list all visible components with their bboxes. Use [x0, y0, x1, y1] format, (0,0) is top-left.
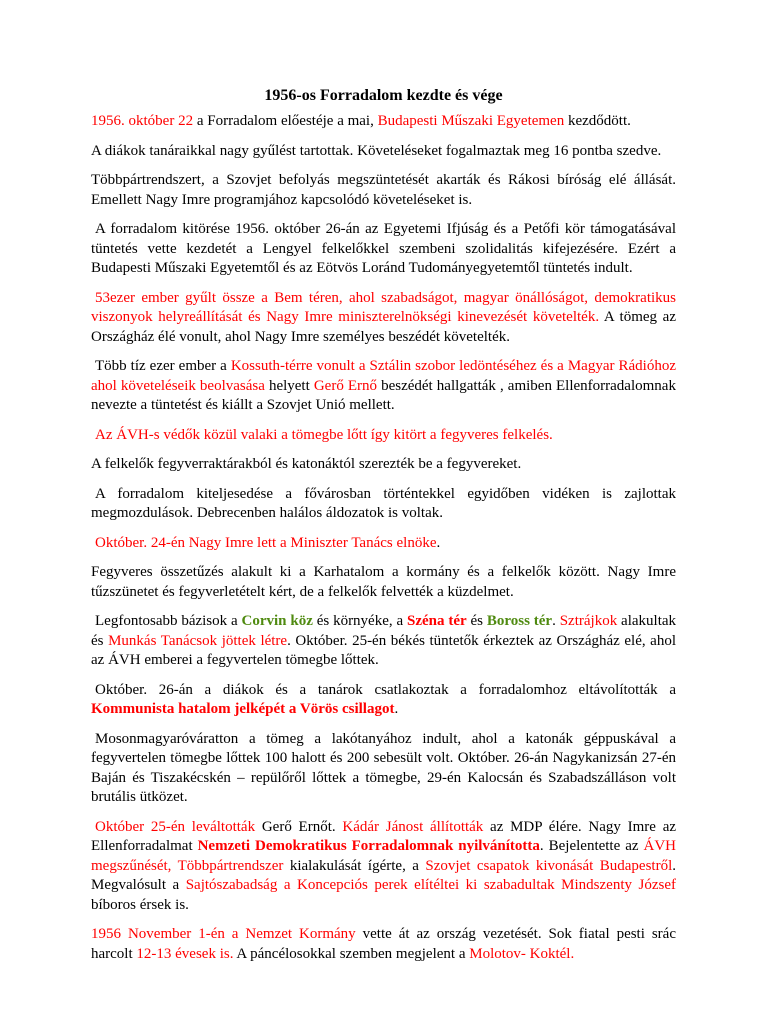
document-body [91, 112, 676, 964]
text-run: bíboros érsek is. [91, 896, 189, 913]
text-run: . Megvalósult a [91, 857, 677, 893]
text-run: alakultak és [91, 613, 677, 649]
text-run: . Bejelentette az [539, 838, 644, 854]
paragraph [91, 563, 676, 602]
text-run: az MDP élére. Nagy Imre az Ellenforradalmat [91, 818, 677, 854]
text-run: Mosonmagyaróváratton a tömeg a lakótanyához indult, ahol a katonák géppuskával a fegyvertelen tömegbe lőttek 100 halott és 200 sebesült volt. Október. 26-án Nagykanizsán 27-én Baján és Tiszakécskén – repülőről lőttek a tömegbe, 29-én Kalocsán és Szabadszálláson volt brutális ütközet. [91, 730, 676, 805]
text-run: A tömeg az Országház élé vonult, ahol Nagy Imre személyes beszédét követelték. [91, 309, 676, 345]
highlighted-text: 53ezer ember gyűlt össze a Bem téren, ahol szabadságot, magyar önállóságot, demokratikus viszonyok helyreállítását és Nagy Imre miniszterelnökségi kinevezését követelték. [91, 289, 676, 325]
highlighted-text: Nemzeti Demokratikus Forradalomnak nyilvánította [197, 838, 540, 854]
text-run: A páncélosokkal szemben megjelent a [233, 945, 470, 962]
text-run: Többpártrendszert, a Szovjet befolyás megszüntetését akarták és Rákosi bíróság elé állását. Emellett Nagy Imre programjához kapcsolódó követeléseket is. [91, 172, 676, 208]
text-run: a Forradalom előestéje a mai, [193, 113, 378, 129]
text-run: . Október. 25-én békés tüntetők érkeztek az Országház elé, ahol az ÁVH emberei a fegyvertelen tömegbe lőttek. [91, 632, 676, 668]
highlighted-text: Sztrájkok [559, 613, 618, 629]
text-run: A forradalom kiteljesedése a fővárosban történtekkel egyidőben vidéken is zajlottak megmozdulások. Debrecenben halálos áldozatok is voltak. [91, 485, 676, 521]
highlighted-text: 1956 November 1-én a Nemzet Kormány [91, 926, 356, 942]
highlighted-text: Október 25-én leváltották [95, 818, 256, 835]
paragraph [91, 681, 676, 720]
paragraph [91, 220, 676, 279]
paragraph [91, 818, 676, 916]
text-run: vette át az ország vezetését. Sok fiatal pesti srác harcolt [91, 926, 676, 962]
highlighted-text: 12-13 évesek is. [136, 945, 234, 962]
text-run: . [436, 534, 441, 551]
text-run: . [552, 613, 560, 629]
text-run: Legfontosabb bázisok a [95, 613, 242, 629]
paragraph [91, 455, 676, 475]
paragraph [91, 612, 676, 671]
highlighted-text: 1956. október 22 [91, 113, 194, 129]
text-run: A forradalom kitörése 1956. október 26-án az Egyetemi Ifjúság és a Petőfi kör támogatásával tüntetés vette kezdetét a Lengyel felkelőkkel szembeni szolidalitás kifejezésére. Ezért a Budapesti Műszaki Egyetemtől és az Eötvös Loránd Tudományegyetemtől tüntetés indult. [91, 221, 676, 276]
text-run: beszédét hallgatták , amiben Ellenforradalomnak nevezte a tüntetést és kiállt a Szovjet Unió mellett. [91, 377, 676, 413]
highlighted-text: Corvin köz [241, 613, 313, 629]
highlighted-text: Október. 24-én Nagy Imre lett a Miniszter Tanács elnöke [95, 534, 437, 551]
paragraph [91, 112, 676, 132]
highlighted-text: Kossuth-térre vonult a Sztálin szobor ledöntéséhez és a Magyar Rádióhoz ahol követeléseik beolvasása [91, 358, 676, 394]
paragraph [91, 730, 676, 808]
text-run: A felkelők fegyverraktárakból és katonáktól szerezték be a fegyvereket. [91, 456, 522, 472]
highlighted-text: Sajtószabadság a Koncepciós perek elítéltei ki szabadultak Mindszenty József [185, 877, 676, 893]
text-run: kialakulását ígérte, a [283, 857, 426, 874]
paragraph [91, 289, 676, 348]
paragraph [91, 925, 676, 964]
highlighted-text: Az ÁVH-s védők közül valaki a tömegbe lőtt így kitört a fegyveres felkelés. [95, 426, 553, 443]
text-run: Fegyveres összetűzés alakult ki a Karhatalom a kormány és a felkelők között. Nagy Imre tűzszünetet és fegyverletételt kért, de a felkelők felvették a küzdelmet. [91, 564, 676, 600]
paragraph [91, 357, 676, 416]
highlighted-text: Boross tér [486, 613, 553, 629]
paragraph [91, 142, 676, 162]
text-run: . [394, 701, 399, 717]
paragraph [91, 426, 676, 446]
text-run: helyett [264, 377, 314, 394]
text-run: kezdődött. [564, 113, 631, 129]
text-run: A diákok tanáraikkal nagy gyűlést tartottak. Követeléseket fogalmaztak meg 16 pontba szedve. [91, 142, 662, 159]
paragraph [91, 171, 676, 210]
document-title: 1956-os Forradalom kezdte és vége [264, 87, 503, 104]
text-run: Gerő Ernőt. [255, 818, 343, 835]
highlighted-text: Kommunista hatalom jelképét a Vörös csillagot [91, 701, 395, 717]
text-run: Több tíz ezer ember a [95, 358, 231, 374]
text-run: és [466, 613, 487, 629]
highlighted-text: Molotov- Koktél. [469, 945, 575, 962]
paragraph [91, 485, 676, 524]
text-run: és környéke, a [312, 613, 407, 629]
highlighted-text: Szovjet csapatok kivonását Budapestről [425, 857, 673, 874]
paragraph [91, 534, 676, 554]
text-run: Október. 26-án a diákok és a tanárok csatlakoztak a forradalomhoz eltávolították a [95, 681, 676, 698]
highlighted-text: ÁVH megszűnését, Többpártrendszer [91, 838, 676, 874]
highlighted-text: Széna tér [406, 613, 467, 629]
highlighted-text: Budapesti Műszaki Egyetemen [377, 113, 565, 129]
highlighted-text: Gerő Ernő [313, 377, 378, 394]
highlighted-text: Munkás Tanácsok jöttek létre [108, 632, 288, 649]
highlighted-text: Kádár Jánost állították [342, 818, 484, 835]
